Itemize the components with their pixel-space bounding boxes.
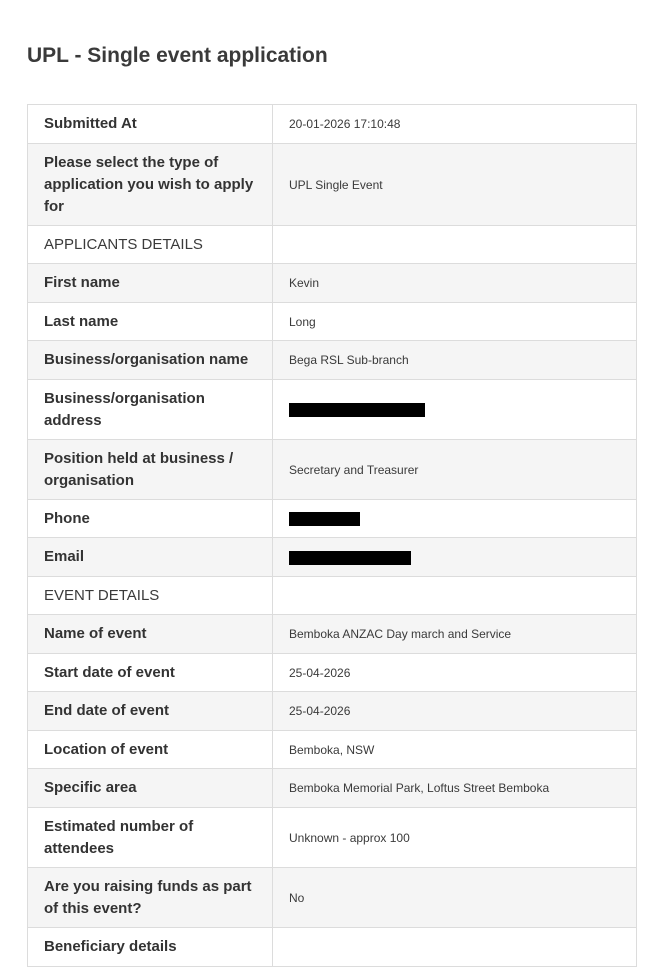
table-row-specific-area <box>28 769 637 808</box>
table-row-business-name <box>28 341 637 380</box>
position-value: Secretary and Treasurer <box>273 440 637 500</box>
table-row-beneficiary <box>28 928 637 967</box>
table-row-event-name <box>28 615 637 654</box>
business-address-value <box>273 380 637 440</box>
table-row-end-date <box>28 692 637 731</box>
table-row-last-name <box>28 303 637 341</box>
table-row-attendees <box>28 808 637 868</box>
specific-area-label: Specific area <box>28 769 273 808</box>
business-address-label: Business/organisation address <box>28 380 273 440</box>
table-row-submitted-at <box>28 105 637 144</box>
first-name-value: Kevin <box>273 264 637 303</box>
first-name-label: First name <box>28 264 273 303</box>
section-event-details <box>28 577 637 615</box>
raising-funds-label: Are you raising funds as part of this event? <box>28 868 273 928</box>
redaction-bar <box>289 403 425 417</box>
application-type-label: Please select the type of application you wish to apply for <box>28 144 273 226</box>
table-row-email <box>28 538 637 577</box>
phone-label: Phone <box>28 500 273 538</box>
applicants-details-heading: APPLICANTS DETAILS <box>28 226 273 264</box>
end-date-label: End date of event <box>28 692 273 731</box>
beneficiary-label: Beneficiary details <box>28 928 273 967</box>
event-details-heading: EVENT DETAILS <box>28 577 273 615</box>
table-row-start-date <box>28 654 637 692</box>
last-name-label: Last name <box>28 303 273 341</box>
table-row-location <box>28 731 637 769</box>
event-name-value: Bemboka ANZAC Day march and Service <box>273 615 637 654</box>
attendees-label: Estimated number of attendees <box>28 808 273 868</box>
location-value: Bemboka, NSW <box>273 731 637 769</box>
submission-table <box>27 104 637 967</box>
specific-area-value: Bemboka Memorial Park, Loftus Street Bemboka <box>273 769 637 808</box>
table-row-application-type <box>28 144 637 226</box>
end-date-value: 25-04-2026 <box>273 692 637 731</box>
table-row-first-name <box>28 264 637 303</box>
table-row-phone <box>28 500 637 538</box>
position-label: Position held at business / organisation <box>28 440 273 500</box>
email-label: Email <box>28 538 273 577</box>
last-name-value: Long <box>273 303 637 341</box>
redaction-bar <box>289 512 360 526</box>
attendees-value: Unknown - approx 100 <box>273 808 637 868</box>
start-date-label: Start date of event <box>28 654 273 692</box>
applicants-details-value <box>273 226 637 264</box>
business-name-label: Business/organisation name <box>28 341 273 380</box>
page-title: UPL - Single event application <box>27 44 328 67</box>
phone-value <box>273 500 637 538</box>
submitted-at-value: 20-01-2026 17:10:48 <box>273 105 637 144</box>
event-name-label: Name of event <box>28 615 273 654</box>
table-row-business-address <box>28 380 637 440</box>
submitted-at-label: Submitted At <box>28 105 273 144</box>
application-type-value: UPL Single Event <box>273 144 637 226</box>
table-row-position <box>28 440 637 500</box>
section-applicants-details <box>28 226 637 264</box>
location-label: Location of event <box>28 731 273 769</box>
beneficiary-value <box>273 928 637 967</box>
redaction-bar <box>289 551 411 565</box>
start-date-value: 25-04-2026 <box>273 654 637 692</box>
raising-funds-value: No <box>273 868 637 928</box>
event-details-value <box>273 577 637 615</box>
table-row-raising-funds <box>28 868 637 928</box>
business-name-value: Bega RSL Sub-branch <box>273 341 637 380</box>
email-value <box>273 538 637 577</box>
